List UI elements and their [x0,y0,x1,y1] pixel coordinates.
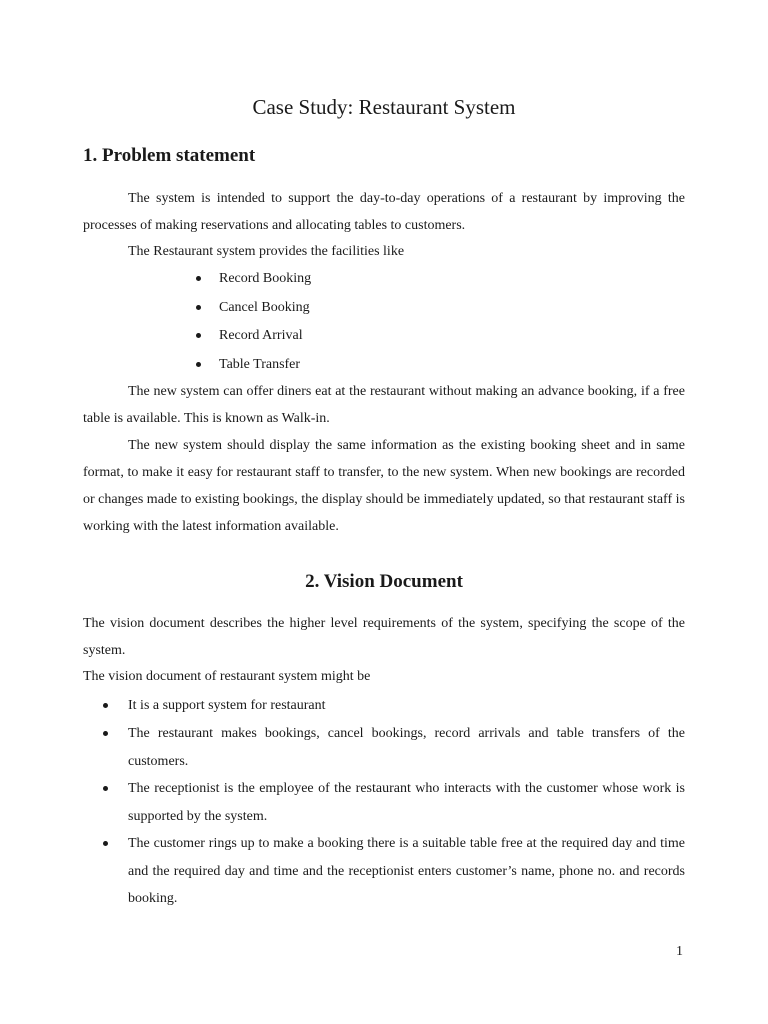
section-heading-vision-document: 2. Vision Document [305,571,463,592]
bullet-icon [103,731,108,736]
paragraph-facilities-intro: The Restaurant system provides the facilities like [128,244,405,259]
document-title: Case Study: Restaurant System [252,95,516,119]
bullet-icon [103,786,108,791]
bullet-icon [196,362,201,367]
bullet-icon [103,841,108,846]
list-item [196,351,311,380]
paragraph-vision-intro: The vision document of restaurant system might be [83,669,371,684]
list-item-text: The customer rings up to make a booking there is a suitable table free at the required day and time and the required day and time and the receptionist enters customer’s name, phone no. and records booking. [128,836,685,906]
list-item-text: The restaurant makes bookings, cancel bookings, record arrivals and table transfers of the customers. [128,726,685,769]
list-item [103,830,685,913]
vision-points-list [103,692,685,913]
list-item [196,294,311,323]
list-item-text: The receptionist is the employee of the restaurant who interacts with the customer whose work is supported by the system. [128,781,685,824]
list-item [103,720,685,775]
list-item-text: Table Transfer [219,356,301,372]
list-item [196,322,311,351]
bullet-icon [196,305,201,310]
list-item [103,775,685,830]
paragraph-walk-in: The new system can offer diners eat at the restaurant without making an advance booking, if a free table is available. This is known as Walk-in. [83,384,685,426]
list-item [196,265,311,294]
paragraph-display: The new system should display the same information as the existing booking sheet and in same format, to make it easy for restaurant staff to transfer, to the new system. When new bookings are recorded or changes made to existing bookings, the display should be immediately updated, so that restaurant staff is working with the latest information available. [83,438,685,534]
facilities-list [196,265,311,379]
bullet-icon [103,703,108,708]
section-heading-problem-statement: 1. Problem statement [83,145,256,166]
list-item-text: Cancel Booking [219,299,310,315]
list-item-text: Record Arrival [219,328,303,343]
bullet-icon [196,333,201,338]
page-number: 1 [676,944,683,959]
paragraph-intro: The system is intended to support the day-to-day operations of a restaurant by improving the processes of making reservations and allocating tables to customers. [83,191,685,233]
bullet-icon [196,276,201,281]
list-item-text: It is a support system for restaurant [128,698,326,713]
list-item [103,692,685,720]
paragraph-vision-description: The vision document describes the higher level requirements of the system, specifying the scope of the system. [83,616,685,658]
list-item-text: Record Booking [219,271,312,286]
